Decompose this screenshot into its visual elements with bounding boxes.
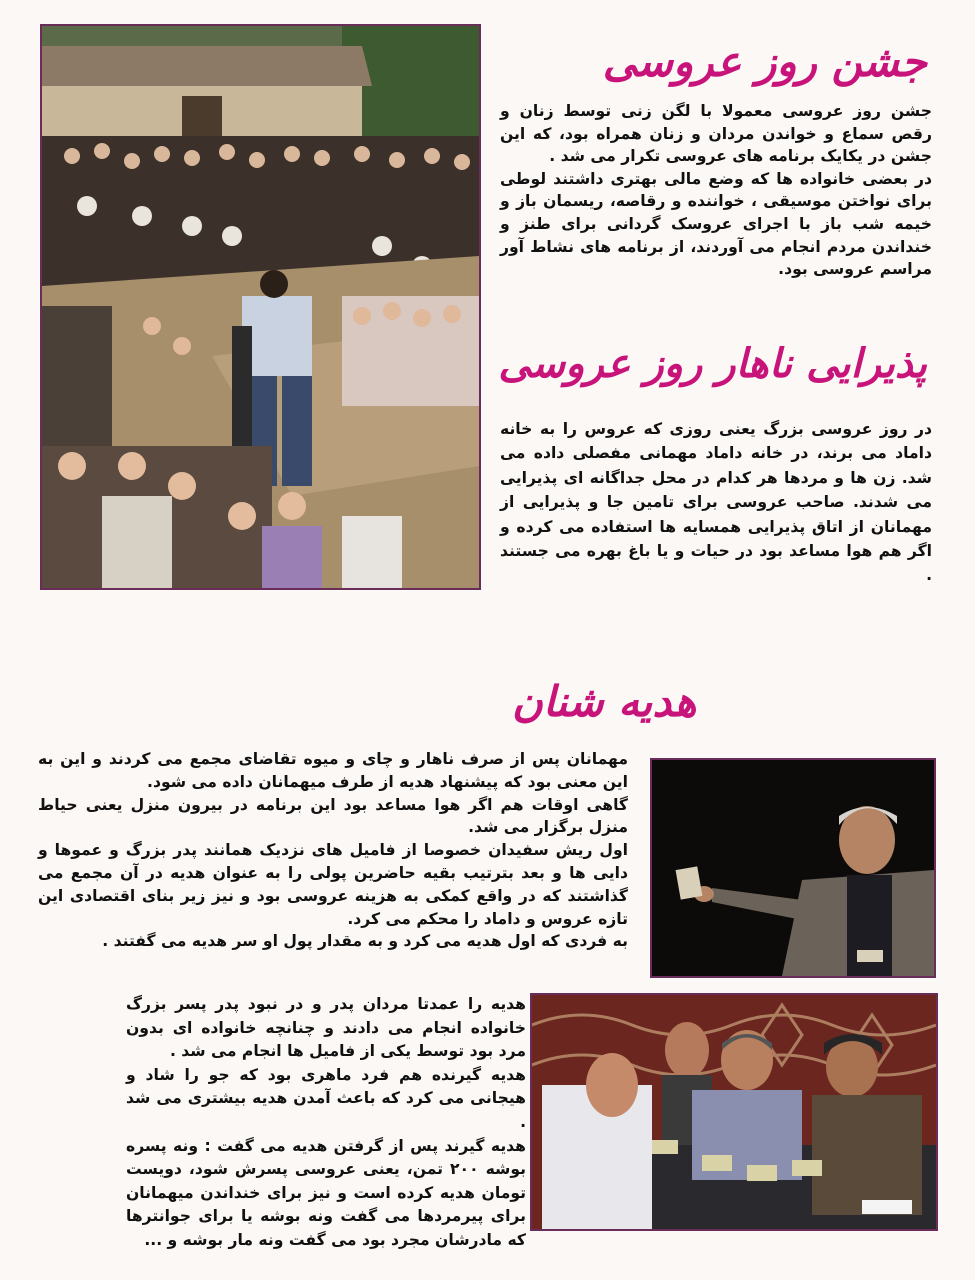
paragraph: گاهی اوقات هم اگر هوا مساعد بود این برنامه در بیرون منزل یعنی حیاط منزل برگزار می شد.: [38, 795, 628, 837]
paragraph: هدیه گیرنده هم فرد ماهری بود که جو را شاد و هیجانی می کرد که باعث آمدن هدیه بیشتری می شد .: [126, 1065, 526, 1131]
wedding-lunch-text: [500, 417, 932, 588]
man-holding-money-photo: [650, 758, 936, 978]
men-counting-money-photo: [530, 993, 938, 1231]
wedding-day-celebration-text: [500, 100, 932, 281]
paragraph: جشن روز عروسی معمولا با لگن زنی توسط زنان و رقص سماع و خواندن مردان و زنان همراه بود، که این جشن در یکایک برنامه های عروسی تکرار می شد .: [500, 102, 932, 166]
paragraph: به فردی که اول هدیه می کرد و به مقدار پول او سر هدیه می گفتند .: [102, 932, 628, 951]
wedding-day-celebration-title: جشن روز عروسی: [602, 37, 927, 86]
gift-giving-title: هدیه شنان: [512, 677, 697, 726]
gift-giving-text-top: [38, 748, 628, 953]
paragraph: در روز عروسی بزرگ یعنی روزی که عروس را به خانه داماد می برند، در خانه داماد مهمانی مفصلی داده می شد. زن ها و مردها هر کدام در محل جداگانه ای پذیرایی می شدند. صاحب عروسی برای تامین جا و پذیرایی از مهمانان از اتاق پذیرایی همسایه ها استفاده می کرده و اگر هم هوا مساعد بود در حیات و یا باغ بهره می جستند .: [500, 420, 932, 585]
paragraph: مهمانان پس از صرف ناهار و چای و میوه تقاضای مجمع می کردند و این به این معنی بود که پیشنهاد هدیه از طرف میهمانان داده می شود.: [38, 750, 628, 791]
paragraph: هدیه گیرند پس از گرفتن هدیه می گفت : ونه پسره بوشه ۲۰۰ تمن، یعنی عروسی پسرش شود، دویست تومان هدیه کرده است و نیز برای خنداندن میهمانان برای پیرمردها می گفت ونه بوشه یا برای جوانترها که مادرشان مجرد بود می گفت ونه مار بوشه و ...: [126, 1136, 526, 1249]
paragraph: هدیه را عمدتا مردان پدر و در نبود پدر پسر بزرگ خانواده انجام می دادند و چنانچه خانواده ای بدون مرد بود توسط یکی از فامیل ها انجام می شد .: [126, 995, 526, 1061]
wedding-dance-photo: [40, 24, 481, 590]
wedding-lunch-title: پذیرایی ناهار روز عروسی: [498, 340, 927, 387]
paragraph: در بعضی خانواده ها که وضع مالی بهتری داشتند لوطی برای نواختن موسیقی ، خواننده و رقاصه، ریسمان باز و خیمه شب باز با اجرای عروسک گردانی برای طنز و خنداندن مردم انجام می آوردند، از برنامه های نشاط آور مراسم عروسی بود.: [500, 169, 932, 279]
paragraph: اول ریش سفیدان خصوصا از فامیل های نزدیک همانند پدر بزرگ و عموها و دایی ها و بعد بترتیب بقیه حاضرین پولی را به عنوان هدیه در آن مجمع می گذاشتند که در واقع کمکی به هزینه عروسی بود و نیز زیر بنای اقتصادی این تازه عروس و داماد را محکم می کرد.: [38, 841, 628, 928]
gift-giving-text-bottom: [126, 993, 526, 1253]
